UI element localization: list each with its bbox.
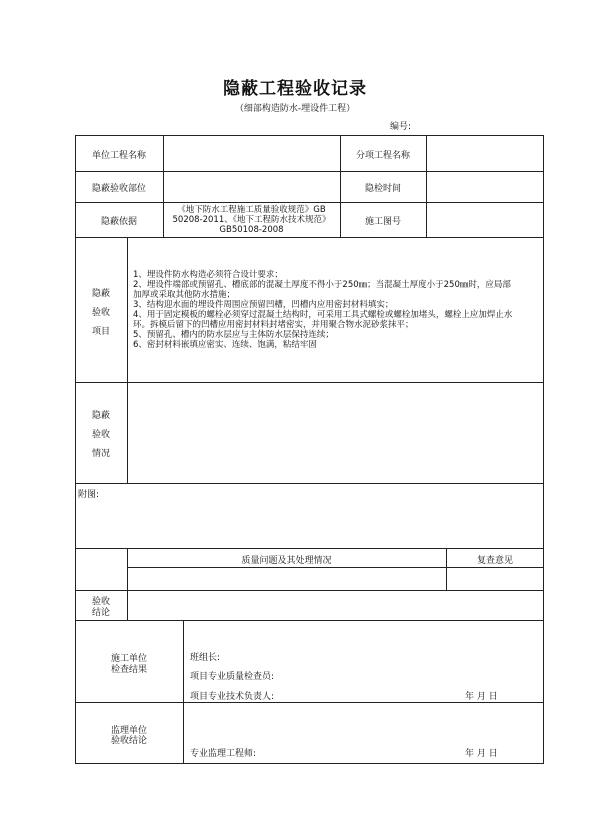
issues-header: 质量问题及其处理情况 bbox=[241, 556, 332, 566]
team-leader-label: 班组长: bbox=[190, 653, 221, 663]
drawing-number-label: 施工图号 bbox=[364, 217, 401, 227]
rule bbox=[75, 382, 544, 383]
rule bbox=[75, 590, 544, 591]
requirement-item: 3、结构迎水面的埋设件周围应预留凹槽，凹槽内应用密封材料填实； bbox=[133, 300, 394, 310]
unit-project-name-label: 单位工程名称 bbox=[91, 151, 146, 161]
situation-label-line: 隐蔽 bbox=[91, 411, 110, 421]
conclusion-label-line: 验收 bbox=[91, 597, 110, 607]
hidden-part-label: 隐蔽验收部位 bbox=[91, 184, 146, 194]
rule bbox=[75, 483, 544, 484]
rule bbox=[75, 237, 544, 238]
rule bbox=[75, 548, 544, 549]
requirement-item: 2、埋设件端部或预留孔、槽底部的混凝土厚度不得小于250㎜；当混凝土厚度小于250㎜时，应局部加厚或采取其他防水措施； bbox=[133, 280, 511, 300]
situation-label-line: 验收 bbox=[91, 430, 110, 440]
review-header: 复查意见 bbox=[476, 556, 513, 566]
inspection-time-label: 隐检时间 bbox=[364, 184, 401, 194]
tech-lead-label: 项目专业技术负责人: bbox=[190, 692, 275, 702]
rule bbox=[127, 567, 544, 568]
rule bbox=[183, 620, 184, 764]
page-title: 隐蔽工程验收记录 bbox=[223, 79, 367, 99]
serial-number-label: 编号: bbox=[390, 122, 412, 132]
construction-date: 年 月 日 bbox=[465, 692, 498, 702]
page-subtitle: （细部构造防水-埋设件工程） bbox=[234, 104, 356, 114]
quality-inspector-label: 项目专业质量检查员: bbox=[190, 672, 275, 682]
situation-label-line: 情况 bbox=[91, 449, 110, 459]
basis-line: 《地下防水工程施工质量验收规范》GB bbox=[177, 205, 326, 215]
basis-line: 50208-2011、《地下工程防水技术规范》 bbox=[172, 215, 331, 225]
items-label-line: 隐蔽 bbox=[91, 289, 110, 299]
attachment-label: 附图: bbox=[78, 490, 100, 500]
items-label-line: 项目 bbox=[91, 327, 110, 337]
items-label-line: 验收 bbox=[91, 308, 110, 318]
basis-standards bbox=[163, 205, 340, 235]
basis-line: GB50108-2008 bbox=[219, 225, 284, 235]
supervision-unit-label: 验收结论 bbox=[110, 736, 147, 746]
requirements-list bbox=[133, 270, 518, 350]
hidden-basis-label: 隐蔽依据 bbox=[100, 217, 137, 227]
construction-unit-label: 检查结果 bbox=[110, 665, 147, 675]
supervision-unit-label: 监理单位 bbox=[110, 726, 147, 736]
rule bbox=[75, 202, 544, 203]
requirement-item: 5、预留孔、槽内的防水层应与主体防水层保持连续； bbox=[133, 330, 334, 340]
conclusion-label-line: 结论 bbox=[91, 608, 110, 618]
rule bbox=[75, 620, 544, 621]
requirement-item: 6、密封材料嵌填应密实、连续、饱满，粘结牢固 bbox=[133, 340, 317, 350]
requirement-item: 4、用于固定模板的螺栓必须穿过混凝土结构时，可采用工具式螺栓或螺栓加堵头，螺栓上应加焊止水环。拆模后留下的凹槽应用密封材料封堵密实，并用聚合物水泥砂浆抹平； bbox=[133, 310, 513, 330]
requirement-item: 1、埋设件防水构造必须符合设计要求； bbox=[133, 270, 283, 280]
rule bbox=[75, 702, 544, 703]
supervising-engineer-label: 专业监理工程师: bbox=[190, 749, 257, 759]
supervision-date: 年 月 日 bbox=[465, 749, 498, 759]
rule bbox=[127, 237, 128, 483]
rule bbox=[75, 171, 544, 172]
sub-project-name-label: 分项工程名称 bbox=[355, 151, 410, 161]
rule bbox=[426, 135, 427, 237]
construction-unit-label: 施工单位 bbox=[110, 654, 147, 664]
